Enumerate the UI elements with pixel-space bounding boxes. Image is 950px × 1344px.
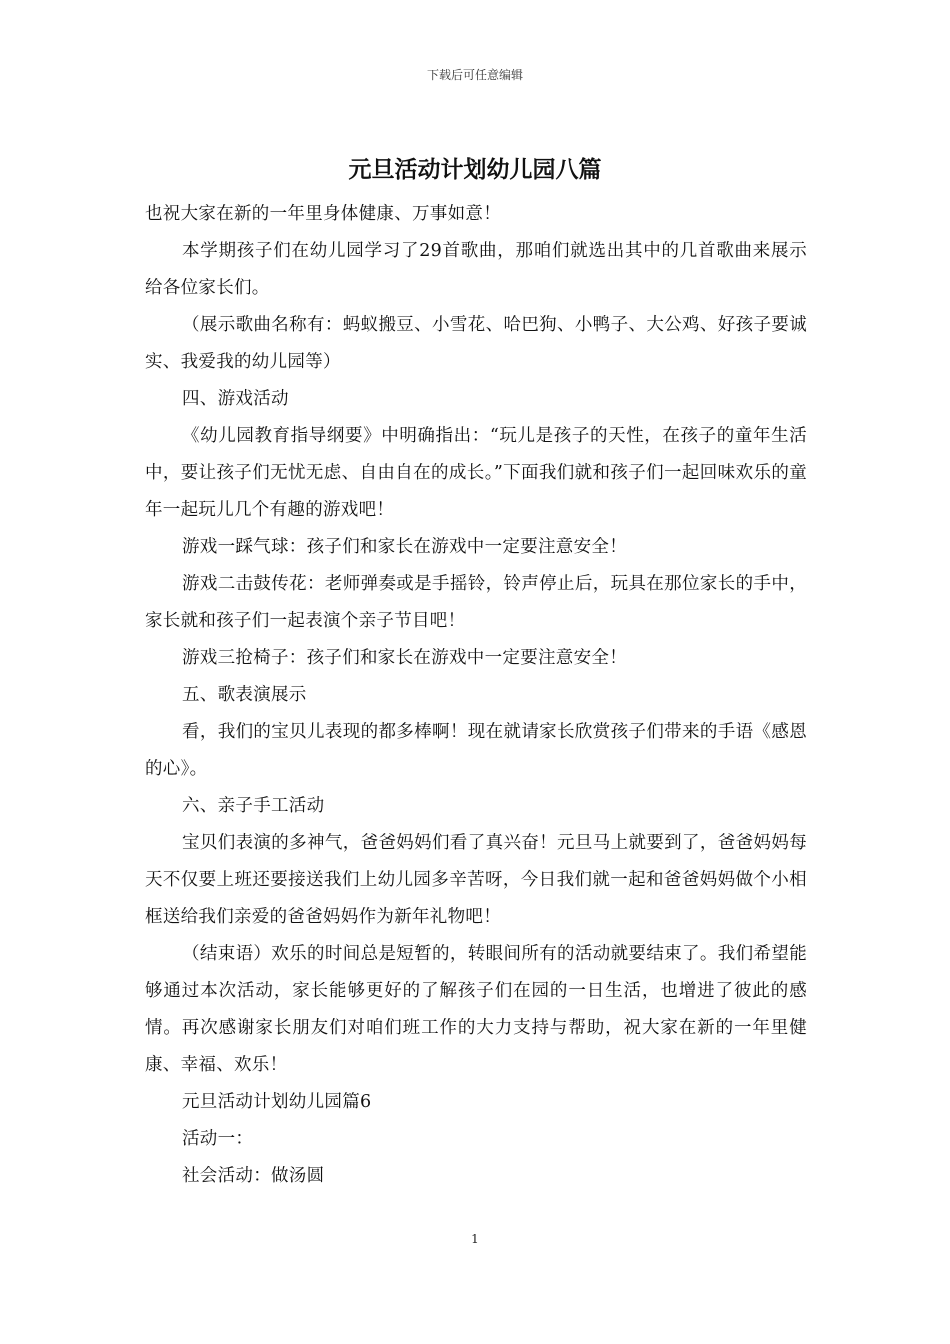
paragraph: 游戏三抢椅子：孩子们和家长在游戏中一定要注意安全！ bbox=[182, 648, 627, 668]
document-title: 元旦活动计划幼儿园八篇 bbox=[348, 156, 602, 183]
paragraph: 宝贝们表演的多神气，爸爸妈妈们看了真兴奋！元旦马上就要到了，爸爸妈妈每天不仅要上班还要接送我们上幼儿园多辛苦呀，今日我们就一起和爸爸妈妈做个小相框送给我们亲爱的爸爸妈妈作为新年礼物吧！ bbox=[145, 833, 807, 927]
paragraph: （展示歌曲名称有：蚂蚁搬豆、小雪花、哈巴狗、小鸭子、大公鸡、好孩子要诚实、我爱我的幼儿园等） bbox=[145, 315, 807, 372]
paragraph: 游戏一踩气球：孩子们和家长在游戏中一定要注意安全！ bbox=[182, 537, 627, 557]
paragraph: 游戏二击鼓传花：老师弹奏或是手摇铃，铃声停止后，玩具在那位家长的手中，家长就和孩子们一起表演个亲子节目吧！ bbox=[145, 574, 807, 631]
header-note: 下载后可任意编辑 bbox=[426, 68, 523, 82]
section-heading: 五、歌表演展示 bbox=[182, 685, 307, 705]
paragraph: 《幼儿园教育指导纲要》中明确指出：“玩儿是孩子的天性，在孩子的童年生活中，要让孩子们无忧无虑、自由自在的成长。”下面我们就和孩子们一起回味欢乐的童年一起玩儿几个有趣的游戏吧！ bbox=[145, 426, 807, 520]
section-heading: 元旦活动计划幼儿园篇6 bbox=[182, 1092, 372, 1112]
paragraph: 活动一： bbox=[182, 1129, 254, 1149]
section-heading: 四、游戏活动 bbox=[182, 389, 289, 409]
page-number: 1 bbox=[471, 1232, 479, 1246]
section-heading: 六、亲子手工活动 bbox=[182, 796, 325, 816]
paragraph: 社会活动：做汤圆 bbox=[182, 1166, 325, 1186]
paragraph: 也祝大家在新的一年里身体健康、万事如意！ bbox=[145, 204, 501, 224]
document-body bbox=[145, 196, 807, 1195]
paragraph: （结束语）欢乐的时间总是短暂的，转眼间所有的活动就要结束了。我们希望能够通过本次活动，家长能够更好的了解孩子们在园的一日生活，也增进了彼此的感情。再次感谢家长朋友们对咱们班工作的大力支持与帮助，祝大家在新的一年里健康、幸福、欢乐！ bbox=[145, 944, 807, 1075]
paragraph: 本学期孩子们在幼儿园学习了29首歌曲，那咱们就选出其中的几首歌曲来展示给各位家长们。 bbox=[145, 241, 807, 298]
paragraph: 看，我们的宝贝儿表现的都多棒啊！现在就请家长欣赏孩子们带来的手语《感恩的心》。 bbox=[145, 722, 807, 779]
